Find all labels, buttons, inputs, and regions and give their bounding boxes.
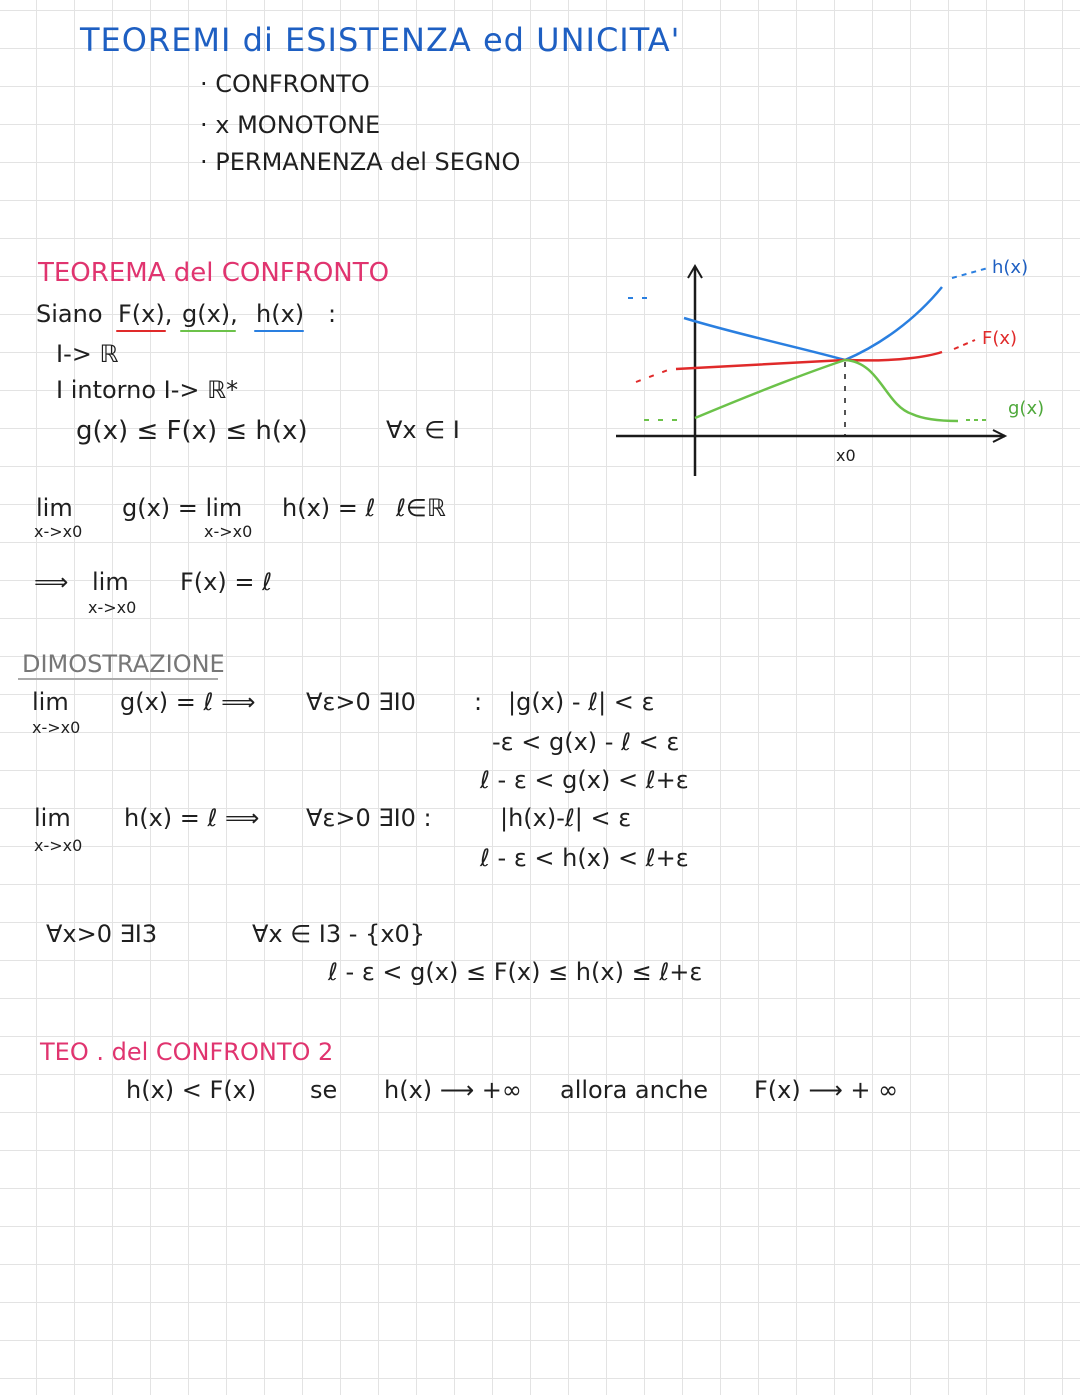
proof-lim1-sub: x->x0 [32, 718, 81, 737]
h-curve [684, 287, 942, 360]
lim-eq-rest: g(x) = lim [122, 494, 243, 522]
x0-label: x0 [836, 446, 856, 465]
theorem2-limit: h(x) ⟶ +∞ [384, 1076, 522, 1104]
colon: : [328, 300, 337, 328]
h-curve-label: h(x) [992, 257, 1029, 278]
proof-h-step-1: |h(x)-ℓ| < ε [500, 804, 632, 832]
forall-x-in-i: ∀x ∈ I [386, 416, 460, 444]
f-dash-left [636, 370, 668, 382]
proof-heading: DIMOSTRAZIONE [22, 650, 225, 678]
theorem2-result: F(x) ⟶ + ∞ [754, 1076, 899, 1104]
proof-g-step-3: ℓ - ε < g(x) < ℓ+ε [480, 766, 689, 794]
proof-conclusion-quant: ∀x>0 ∃I3 [46, 920, 158, 948]
theorem2-allora: allora anche [560, 1076, 709, 1104]
f-label: F(x), [118, 300, 173, 328]
f-curve-label: F(x) [982, 328, 1018, 349]
proof-conclusion-forall: ∀x ∈ I3 - {x0} [252, 920, 426, 948]
theorem2-condition: h(x) < F(x) [126, 1076, 257, 1104]
proof-conclusion-chain: ℓ - ε < g(x) ≤ F(x) ≤ h(x) ≤ ℓ+ε [328, 958, 703, 986]
g-curve-label: g(x) [1008, 398, 1045, 419]
l-in-r: ℓ∈ℝ [396, 494, 446, 522]
topic-confronto: · CONFRONTO [200, 70, 370, 98]
lim-sub-2: x->x0 [204, 522, 253, 541]
domain-line: I-> ℝ [56, 340, 119, 368]
lim2-word: lim [92, 568, 129, 596]
lim2-rest: F(x) = ℓ [180, 568, 273, 596]
proof-g-step-2: -ε < g(x) - ℓ < ε [492, 728, 680, 756]
proof-lim1-quant: ∀ε>0 ∃I0 [306, 688, 416, 716]
h-label: h(x) [256, 300, 305, 328]
proof-heading-underline [18, 678, 218, 680]
g-curve [695, 360, 958, 421]
proof-lim2-word: lim [34, 804, 71, 832]
inequality: g(x) ≤ F(x) ≤ h(x) [76, 416, 308, 446]
g-label: g(x), [182, 300, 238, 328]
theorem2-se: se [310, 1076, 338, 1104]
proof-lim2-sub: x->x0 [34, 836, 83, 855]
proof-h-step-2: ℓ - ε < h(x) < ℓ+ε [480, 844, 689, 872]
page-title: TEOREMI di ESISTENZA ed UNICITA' [80, 21, 681, 59]
lim-sub: x->x0 [34, 522, 83, 541]
f-dash-right [954, 340, 975, 349]
proof-lim1-word: lim [32, 688, 69, 716]
f-curve [676, 352, 942, 369]
h-dash-right [952, 268, 988, 278]
topic-permanenza: · PERMANENZA del SEGNO [200, 148, 521, 176]
lim2-sub: x->x0 [88, 598, 137, 617]
implies-symbol: ⟹ [34, 568, 69, 596]
intorno-line: I intorno I-> ℝ* [56, 376, 239, 404]
proof-lim1-rest: g(x) = ℓ ⟹ [120, 688, 256, 716]
topic-monotone: · x MONOTONE [200, 111, 381, 139]
lim-word: lim [36, 494, 73, 522]
siano-label: Siano [36, 300, 103, 328]
proof-lim2-rest: h(x) = ℓ ⟹ [124, 804, 260, 832]
proof-lim1-colon: : [474, 688, 483, 716]
lim-eq-h: h(x) = ℓ [282, 494, 376, 522]
proof-lim2-quant: ∀ε>0 ∃I0 : [306, 804, 432, 832]
theorem-heading: TEOREMA del CONFRONTO [38, 258, 390, 288]
theorem2-heading: TEO . del CONFRONTO 2 [40, 1038, 334, 1066]
proof-g-step-1: |g(x) - ℓ| < ε [508, 688, 655, 716]
